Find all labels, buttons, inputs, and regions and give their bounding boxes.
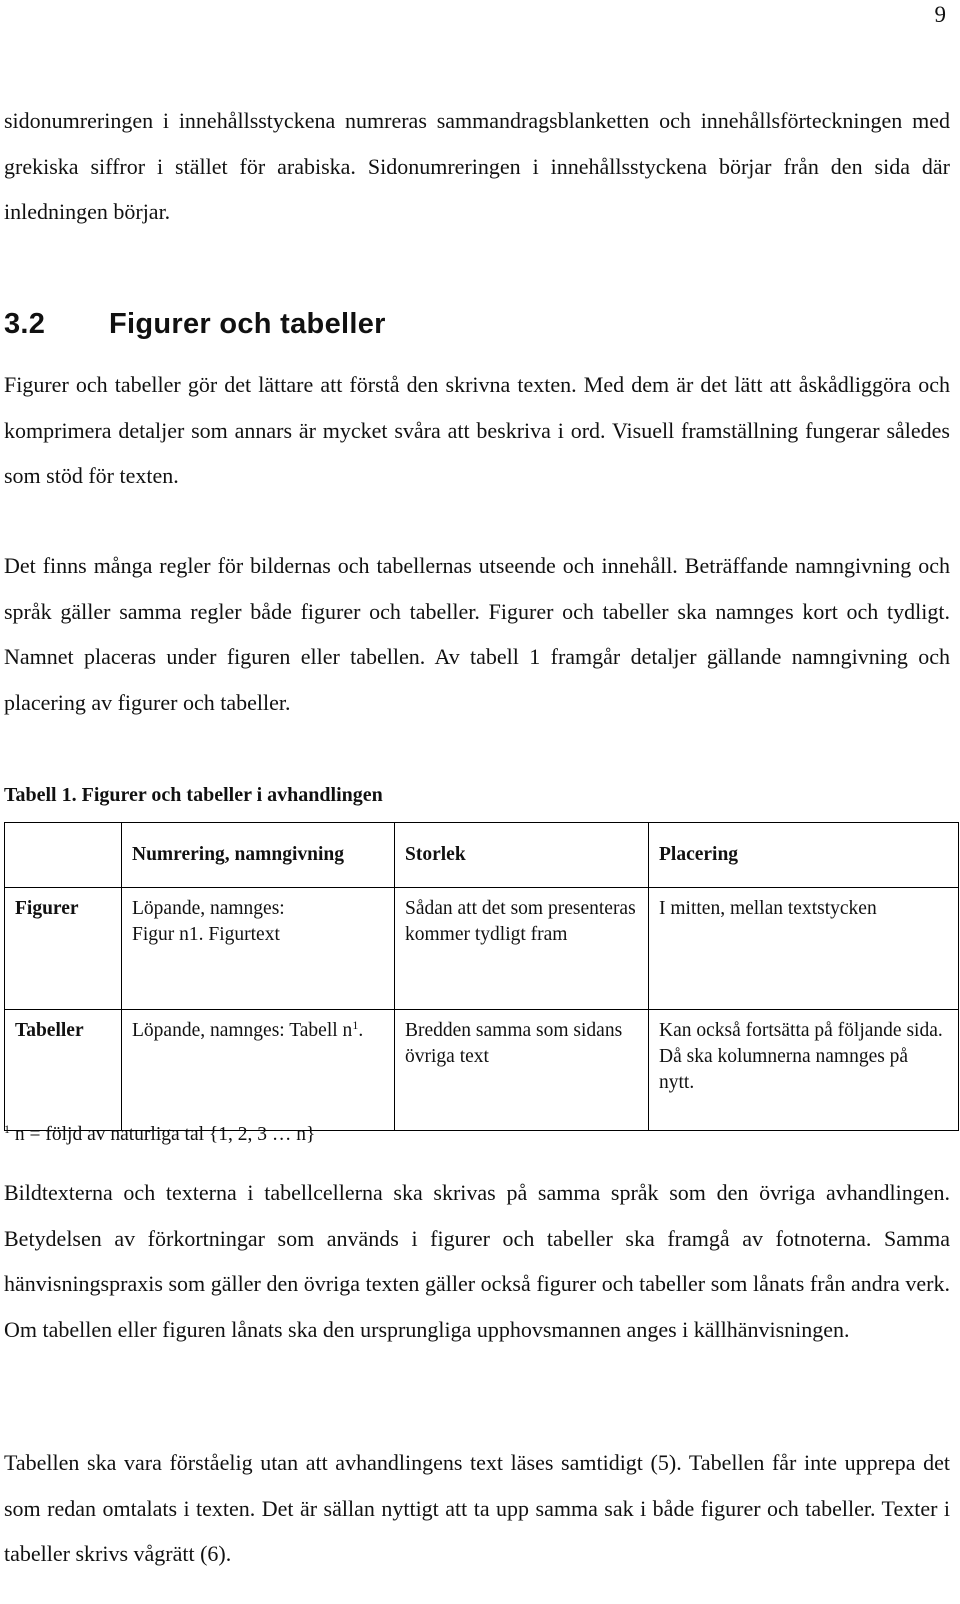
closing-paragraph-1: Bildtexterna och texterna i tabellcellerna ska skrivas på samma språk som den övriga avhandlingen. Betydelsen av förkortningar som används i figurer och tabeller ska framgå av fotnoterna. Samma hänvisningspraxis som gäller den övriga texten gäller också figurer och tabeller som lånats från andra verk. Om tabellen eller figuren lånats ska den ursprungliga upphovsmannen anges i källhänvisningen. <box>4 1180 950 1342</box>
row-label-tables: Tabeller <box>5 1010 122 1131</box>
section-heading <box>4 308 386 341</box>
body-paragraph-2: Det finns många regler för bildernas och tabellernas utseende och innehåll. Beträffande namngivning och språk gäller samma regler både figurer och tabeller. Figurer och tabeller ska namnges kort och tydligt. Namnet placeras under figuren eller tabellen. Av tabell 1 framgår detaljer gällande namngivning och placering av figurer och tabeller. <box>4 553 950 715</box>
table-header-row <box>5 823 959 888</box>
section-number: 3.2 <box>4 308 46 340</box>
table-caption: Tabell 1. Figurer och tabeller i avhandlingen <box>4 784 383 806</box>
intro-paragraph: sidonumreringen i innehållsstyckena numreras sammandragsblanketten och innehållsförteckningen med grekiska siffror i stället för arabiska. Sidonumreringen i innehållsstyckena börjar från den sida där inledningen börjar. <box>4 108 950 224</box>
cell-numbering-figures-line2: Figur n1. Figurtext <box>132 924 280 945</box>
cell-size-tables: Bredden samma som sidans övriga text <box>395 1010 649 1131</box>
footnote-marker: 1 <box>4 1122 10 1136</box>
cell-numbering-figures-line1: Löpande, namnges: <box>132 898 285 919</box>
body-paragraph-1: Figurer och tabeller gör det lättare att förstå den skrivna texten. Med dem är det lätt att åskådliggöra och komprimera detaljer som annars är mycket svåra att beskriva i ord. Visuell framställning fungerar således som stöd för texten. <box>4 372 950 488</box>
cell-placement-tables: Kan också fortsätta på följande sida. Då ska kolumnerna namnges på nytt. <box>649 1010 959 1131</box>
cell-numbering-tables-end: . <box>358 1020 364 1041</box>
header-cell-size: Storlek <box>395 823 649 888</box>
cell-numbering-tables <box>122 1010 395 1131</box>
cell-placement-figures: I mitten, mellan textstycken <box>649 888 959 1010</box>
section-title: Figurer och tabeller <box>109 308 386 340</box>
figures-tables-table <box>4 822 959 1131</box>
table-row <box>5 1010 959 1131</box>
table-footnote <box>4 1124 315 1146</box>
footnote-text: n = följd av naturliga tal {1, 2, 3 … n} <box>14 1124 316 1145</box>
header-cell-placement: Placering <box>649 823 959 888</box>
header-cell-empty <box>5 823 122 888</box>
cell-numbering-figures <box>122 888 395 1010</box>
cell-size-figures: Sådan att det som presenteras kommer tydligt fram <box>395 888 649 1010</box>
closing-paragraph-2: Tabellen ska vara förståelig utan att avhandlingens text läses samtidigt (5). Tabellen får inte upprepa det som redan omtalats i texten. Det är sällan nyttigt att ta upp samma sak i både figurer och tabeller. Texter i tabeller skrivs vågrätt (6). <box>4 1450 950 1566</box>
cell-numbering-tables-text: Löpande, namnges: Tabell n <box>132 1020 353 1041</box>
row-label-figures: Figurer <box>5 888 122 1010</box>
header-cell-numbering: Numrering, namngivning <box>122 823 395 888</box>
page-number: 9 <box>934 2 946 27</box>
footnote-ref: 1 <box>352 1018 359 1032</box>
table-row <box>5 888 959 1010</box>
